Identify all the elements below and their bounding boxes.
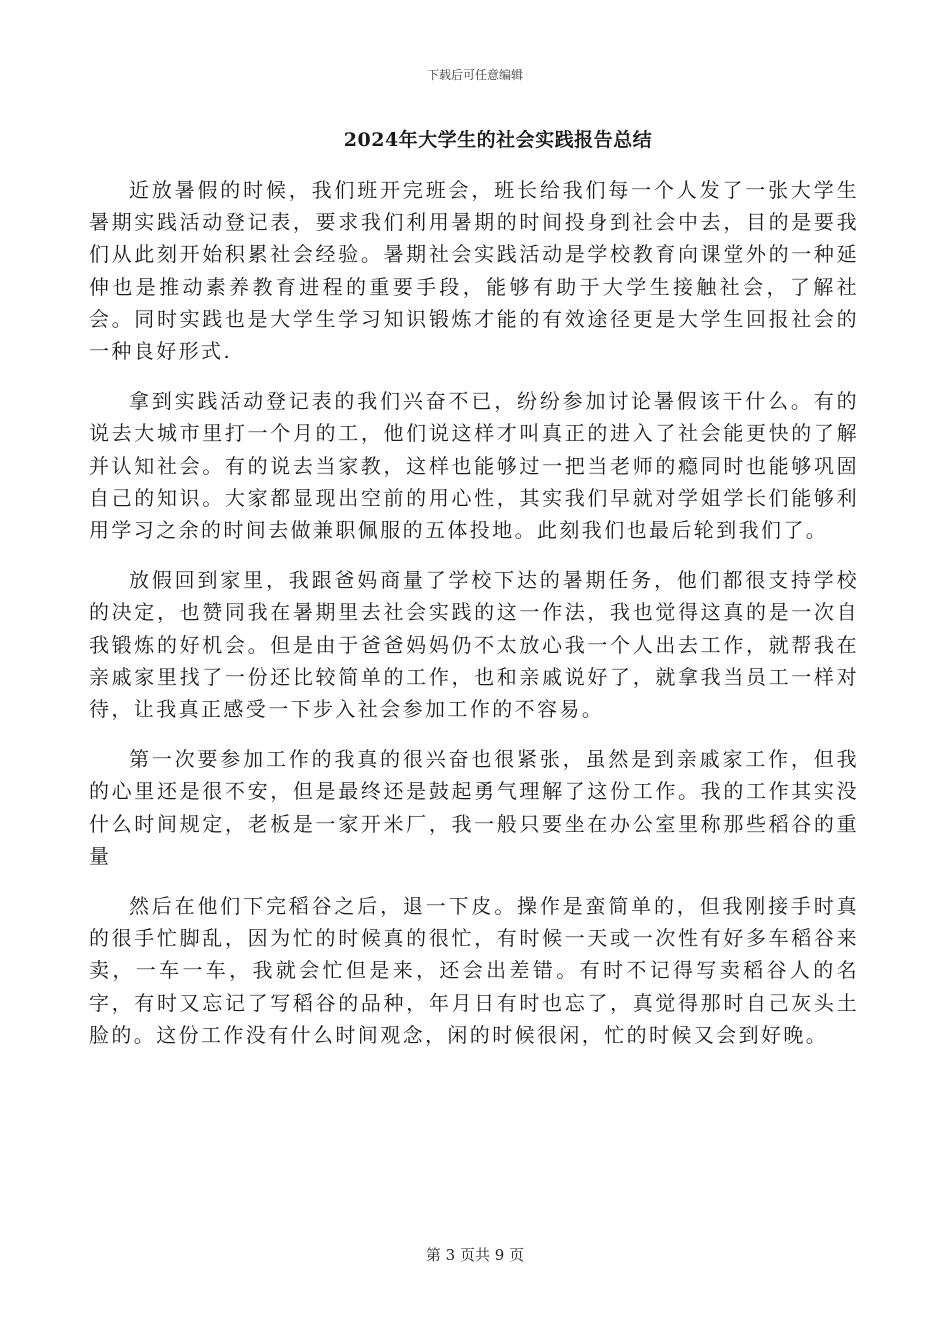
- paragraph-3: 放假回到家里，我跟爸妈商量了学校下达的暑期任务，他们都很支持学校的决定，也赞同我在暑期里去社会实践的这一作法，我也觉得这真的是一次自我锻炼的好机会。但是由于爸爸妈妈仍不太放心我一个人出去工作，就帮我在亲戚家里找了一份还比较简单的工作，也和亲戚说好了，就拿我当员工一样对待，让我真正感受一下步入社会参加工作的不容易。: [89, 568, 859, 722]
- paragraph-1: 近放暑假的时候，我们班开完班会，班长给我们每一个人发了一张大学生暑期实践活动登记表，要求我们利用暑期的时间投身到社会中去，目的是要我们从此刻开始积累社会经验。暑期社会实践活动是学校教育向课堂外的一种延伸也是推动素养教育进程的重要手段，能够有助于大学生接触社会，了解社会。同时实践也是大学生学习知识锻炼才能的有效途径更是大学生回报社会的一种良好形式.: [89, 178, 859, 364]
- document-body: [89, 174, 859, 1051]
- paragraph-2: 拿到实践活动登记表的我们兴奋不已，纷纷参加讨论暑假该干什么。有的说去大城市里打一个月的工，他们说这样才叫真正的进入了社会能更快的了解并认知社会。有的说去当家教，这样也能够过一把当老师的瘾同时也能够巩固自己的知识。大家都显现出空前的用心性，其实我们早就对学姐学长们能够利用学习之余的时间去做兼职佩服的五体投地。此刻我们也最后轮到我们了。: [89, 389, 859, 543]
- paragraph-4: 第一次要参加工作的我真的很兴奋也很紧张，虽然是到亲戚家工作，但我的心里还是很不安，但是最终还是鼓起勇气理解了这份工作。我的工作其实没什么时间规定，老板是一家开米厂，我一般只要坐在办公室里称那些稻谷的重量: [89, 747, 859, 868]
- header-note: 下载后可任意编辑: [426, 68, 523, 82]
- document-title: 2024年大学生的社会实践报告总结: [343, 129, 653, 151]
- page-number-footer: 第 3 页共 9 页: [425, 1246, 525, 1264]
- paragraph-5: 然后在他们下完稻谷之后，退一下皮。操作是蛮简单的，但我刚接手时真的很手忙脚乱，因为忙的时候真的很忙，有时候一天或一次性有好多车稻谷来卖，一车一车，我就会忙但是来，还会出差错。有时不记得写卖稻谷人的名字，有时又忘记了写稻谷的品种，年月日有时也忘了，真觉得那时自己灰头土脸的。这份工作没有什么时间观念，闲的时候很闲，忙的时候又会到好晚。: [89, 894, 859, 1047]
